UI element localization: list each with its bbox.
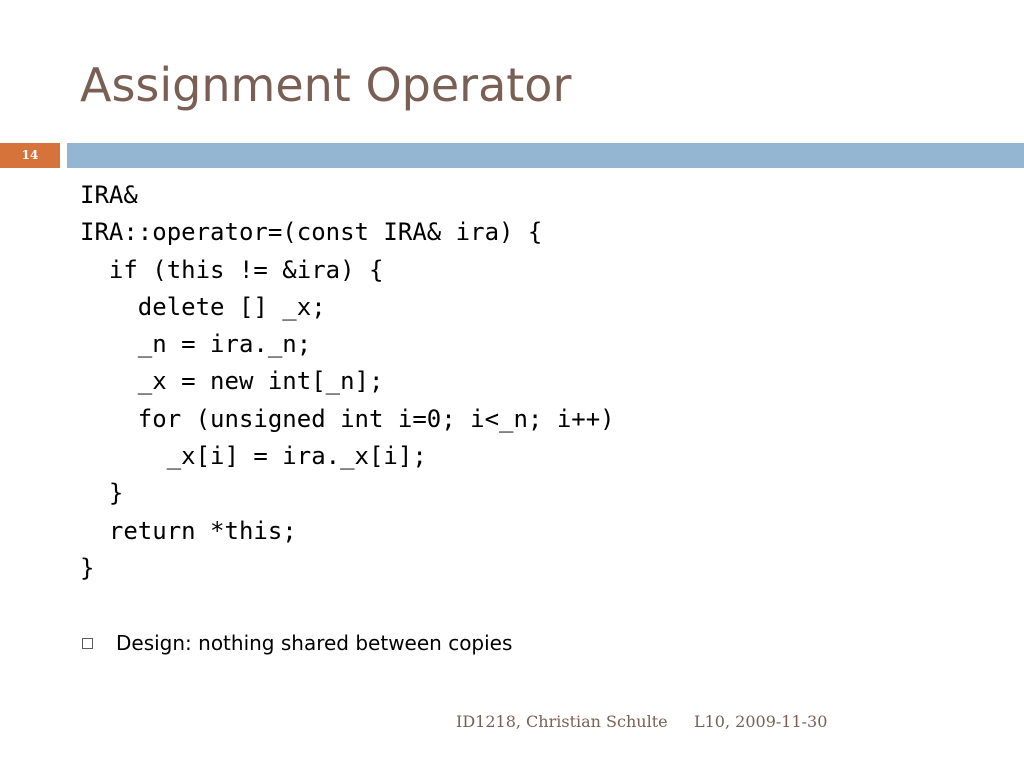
- code-line: _n = ira._n;: [80, 330, 312, 359]
- bullet-text: Design: nothing shared between copies: [116, 631, 513, 655]
- code-line: IRA::operator=(const IRA& ira) {: [80, 218, 543, 247]
- code-line: }: [80, 553, 95, 582]
- code-line: _x = new int[_n];: [80, 367, 384, 396]
- code-line: if (this != &ira) {: [80, 255, 384, 284]
- code-line: for (unsigned int i=0; i<_n; i++): [80, 404, 615, 433]
- slide-title: Assignment Operator: [80, 58, 572, 112]
- footer-course-author: ID1218, Christian Schulte: [456, 712, 668, 731]
- code-line: delete [] _x;: [80, 292, 326, 321]
- slide-number: 14: [0, 143, 60, 168]
- footer-lecture-date: L10, 2009-11-30: [694, 712, 828, 731]
- code-block: [80, 177, 615, 587]
- code-line: }: [80, 479, 124, 508]
- square-bullet-icon: [82, 638, 93, 649]
- code-line: IRA&: [80, 181, 138, 209]
- header-bar: [67, 143, 1024, 168]
- code-line: _x[i] = ira._x[i];: [80, 442, 427, 471]
- code-line: return *this;: [80, 516, 297, 545]
- bullet-item: [80, 628, 512, 658]
